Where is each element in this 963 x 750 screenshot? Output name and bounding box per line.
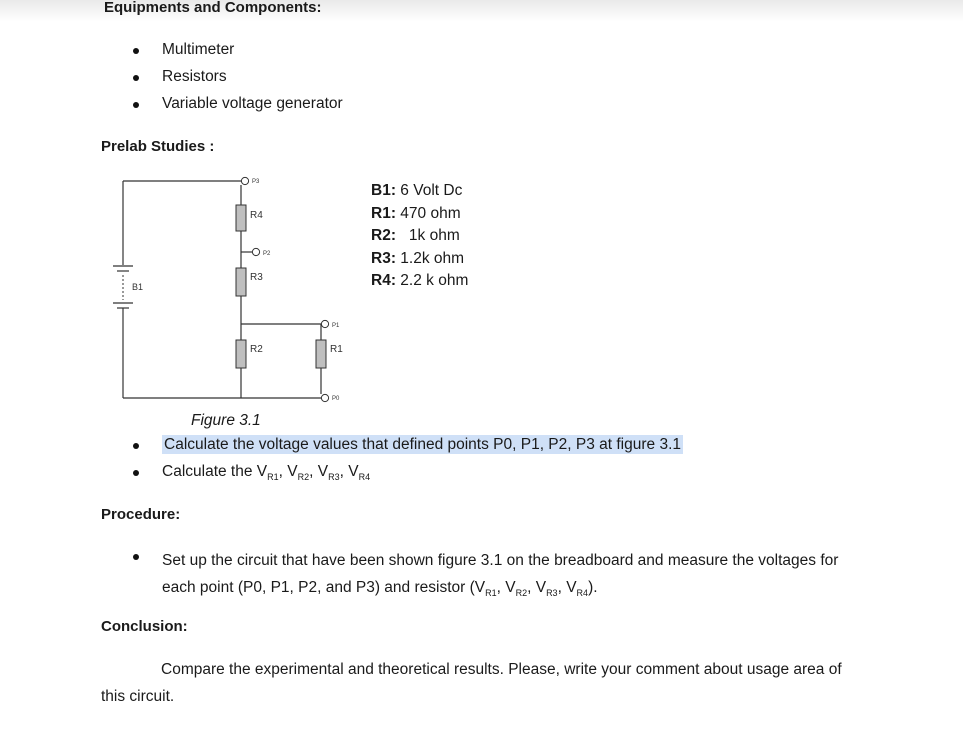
point-p0 bbox=[321, 394, 328, 401]
text-segment: , bbox=[309, 463, 318, 480]
selected-text[interactable]: Calculate the voltage values that defined points P0, P1, P2, P3 at figure 3.1 bbox=[164, 436, 682, 453]
spec-value: 1.2k ohm bbox=[400, 249, 465, 267]
spec-key: R4: bbox=[371, 272, 396, 290]
point-p3 bbox=[241, 177, 248, 184]
text-segment: ). bbox=[588, 579, 598, 596]
point-p2 bbox=[252, 248, 259, 255]
equipment-item: Variable voltage generator bbox=[162, 95, 343, 112]
procedure-item bbox=[162, 547, 838, 607]
label-r2: R2 bbox=[250, 344, 263, 355]
spec-key: B1: bbox=[371, 182, 396, 199]
label-p0: P0 bbox=[332, 396, 340, 402]
spec-row bbox=[371, 270, 468, 293]
label-r4: R4 bbox=[250, 210, 263, 221]
resistor-r4 bbox=[236, 205, 246, 231]
text-line: Set up the circuit that have been shown figure 3.1 on the breadboard and measure the voltages for bbox=[162, 552, 839, 569]
subscript: R3 bbox=[546, 588, 558, 599]
label-p2: P2 bbox=[263, 251, 271, 257]
spec-key: R2: bbox=[371, 227, 396, 245]
label-b1: B1 bbox=[132, 282, 144, 292]
spec-row bbox=[371, 225, 468, 248]
text-segment: , bbox=[278, 463, 288, 480]
text-segment: Calculate the V bbox=[162, 463, 268, 480]
label-p1: P1 bbox=[332, 323, 340, 329]
spec-row bbox=[371, 203, 468, 226]
spec-value: 470 ohm bbox=[400, 204, 461, 222]
equipment-item: Multimeter bbox=[162, 41, 235, 58]
label-p3: P3 bbox=[252, 179, 260, 185]
subscript: R1 bbox=[267, 472, 279, 483]
prelab-item bbox=[162, 436, 683, 454]
subscript: R4 bbox=[576, 588, 589, 599]
prelab-heading: Prelab Studies : bbox=[101, 138, 215, 155]
text-segment: , bbox=[557, 579, 567, 596]
spec-key: R1: bbox=[371, 204, 396, 222]
text-segment: each point (P0, P1, P2, and P3) and resistor (V bbox=[162, 579, 486, 596]
equipments-heading: Equipments and Components: bbox=[104, 0, 322, 16]
spec-row bbox=[371, 180, 468, 203]
subscript: R2 bbox=[515, 588, 528, 599]
prelab-item: Calculate the $V_{R1}$, $V_{R2}$, $V_{R3}$, $V_{R4}$ bbox=[162, 463, 371, 483]
conclusion-heading: Conclusion: bbox=[101, 618, 188, 635]
text-segment: , bbox=[496, 579, 506, 596]
text-line: each point (P0, P1, P2, and P3) and resistor ($V_{R1}$, $V_{R2}$, $V_{R3}$, $V_{R4}$). bbox=[162, 579, 598, 599]
resistor-r2 bbox=[236, 340, 246, 368]
resistor-r3 bbox=[236, 268, 246, 296]
label-r3: R3 bbox=[250, 272, 263, 283]
subscript: R3 bbox=[328, 472, 340, 483]
figure-caption: Figure 3.1 bbox=[191, 412, 261, 429]
spec-row bbox=[371, 248, 468, 271]
point-p1 bbox=[321, 320, 328, 327]
equipment-item: Resistors bbox=[162, 68, 227, 85]
conclusion-line: Compare the experimental and theoretical results. Please, write your comment about usage area of bbox=[161, 661, 842, 678]
component-specs bbox=[371, 180, 468, 293]
text-segment: , bbox=[527, 579, 536, 596]
spec-value: 2.2 k ohm bbox=[400, 272, 469, 290]
circuit-wires bbox=[113, 181, 321, 398]
resistor-r1 bbox=[316, 340, 326, 368]
spec-value: 1k ohm bbox=[400, 227, 460, 245]
procedure-heading: Procedure: bbox=[101, 506, 181, 523]
text-segment: , bbox=[339, 463, 349, 480]
subscript: R4 bbox=[358, 472, 371, 483]
conclusion-line: this circuit. bbox=[101, 688, 175, 705]
spec-value: 6 Volt Dc bbox=[400, 182, 463, 199]
subscript: R1 bbox=[485, 588, 497, 599]
spec-key: R3: bbox=[371, 249, 396, 267]
label-r1: R1 bbox=[330, 344, 343, 355]
subscript: R2 bbox=[297, 472, 310, 483]
circuit-diagram bbox=[100, 170, 360, 410]
